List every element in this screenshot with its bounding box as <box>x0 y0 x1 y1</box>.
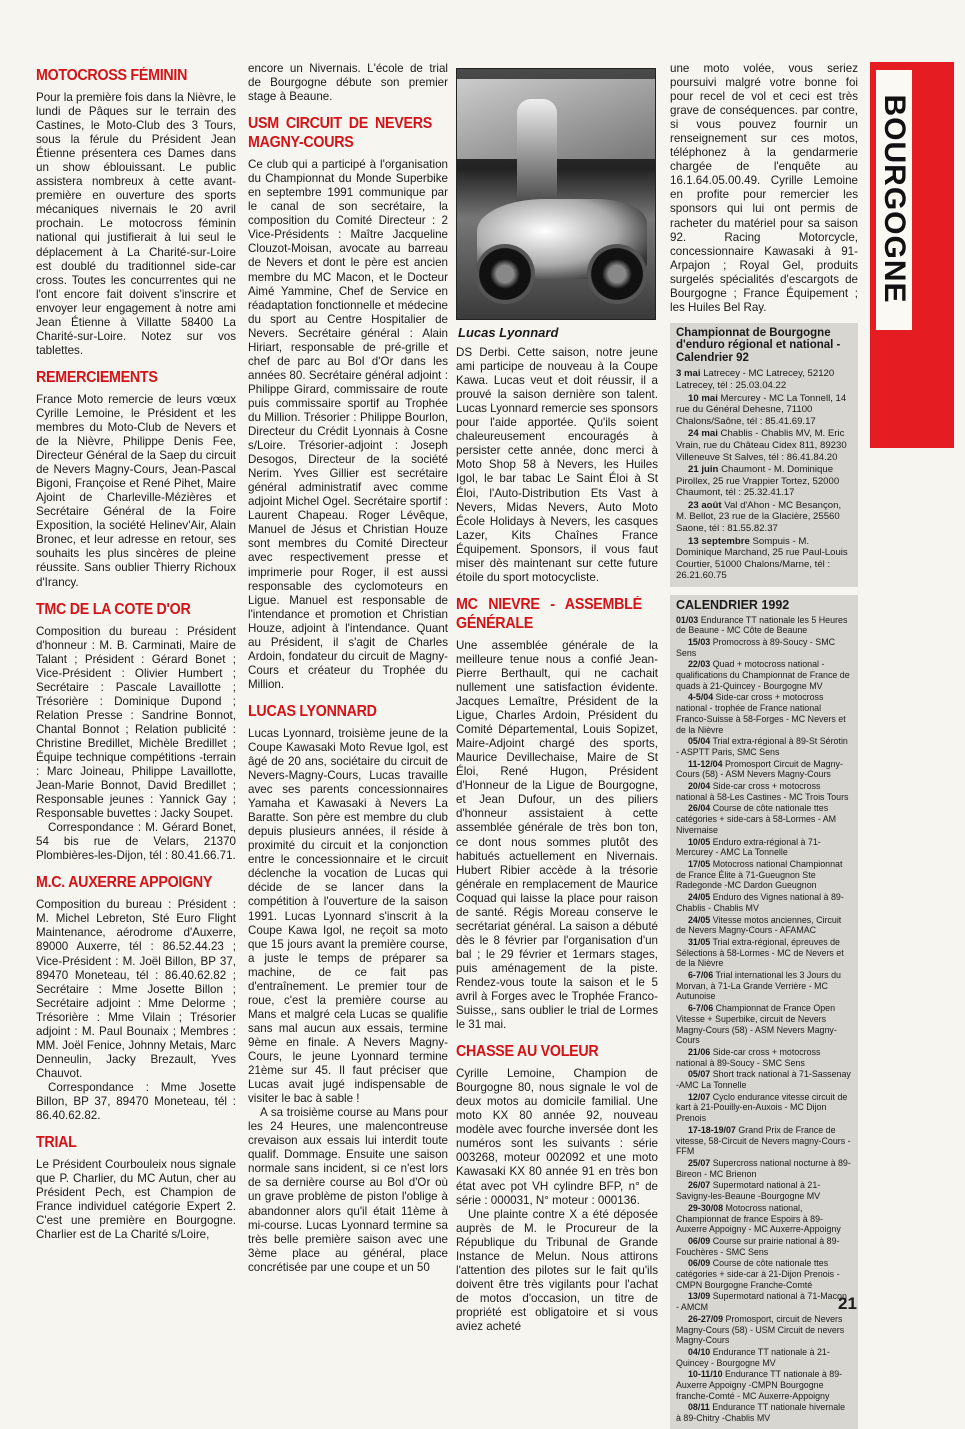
calendar-text: Short track national à 71-Sassenay -AMC La Tonnelle <box>676 1069 851 1091</box>
calendar-1992-box <box>670 595 858 1429</box>
calendar-date: 13 septembre <box>688 535 750 547</box>
article-text: encore un Nivernais. L'école de trial de Bourgogne débute son premier stage à Beaune. <box>248 62 448 104</box>
calendar-date: 26/04 <box>688 803 711 814</box>
calendar-date: 21/06 <box>688 1046 711 1057</box>
calendar-text: Sompuis - M. Dominique Marchand, 25 rue Paul-Louis Courtier, 51000 Chalons/Marne, tél : 26.21.60.75 <box>676 535 848 582</box>
calendar-entry <box>676 803 852 835</box>
article-text: Composition du bureau : Président d'honneur : M. B. Carminati, Maire de Talant ; Président : Gérard Bonet ; Vice-Président : Olivier Humbert ; Secrétaire : Pascale Lavaillotte ; Trésorière : Dominique Dupond ; Relation Presse : Sandrine Bonnot, Chantal Bonnot ; Relation publicité : Christine Bredillet, Michèle Bredillet ; Équipe technique compétitions -terrain : Marc Joineau, Philippe Lavaillotte, Jean-Marie Bonnot, David Bredillet ; Responsable jeunes : Yannick Gay ; Responsable buvettes : Jacky Soupet. <box>36 624 236 821</box>
calendar-text: Chablis - Chablis MV, M. Eric Vrain, rue du Château Cidex 811, 89230 Villeneuve St Salves, tél : 86.41.84.20 <box>676 428 847 463</box>
heading-motocross-feminin: MOTOCROSS FÉMININ <box>36 67 188 84</box>
calendar-date: 31/05 <box>688 936 711 947</box>
calendar-entry <box>676 859 852 891</box>
calendar-date: 04/10 <box>688 1346 711 1357</box>
article-text: Cyrille Lemoine, Champion de Bourgogne 80, nous signale le vol de deux motos au domicile familial. Une moto KX 80 année 92, nouveau modèle avec fourche inversée dont les numéros sont les suivants : série 003268, moteur 002092 et une moto Kawasaki KX 80 année 91 en très bon état avec pot VH cylindre BFP, n° de série : 000031, N° moteur : 000136. <box>456 1067 658 1207</box>
calendar-entry <box>676 970 852 1002</box>
calendar-date: 21 juin <box>688 464 719 476</box>
calendar-text: Enduro extra-régional à 71-Mercurey - AMC La Tonnelle <box>676 836 821 858</box>
calendar-text: Course sur prairie national à 89-Fouchères - SMC Sens <box>676 1235 840 1257</box>
heading-tmc-cote-dor: TMC DE LA COTE D'OR <box>36 600 191 618</box>
calendar-date: 24/05 <box>688 914 711 925</box>
calendar-text: Supercross national nocturne à 89-Bireon - MC Brienon <box>676 1157 851 1179</box>
calendar-date: 6-7/06 <box>688 1003 714 1014</box>
article-text: Correspondance : M. Gérard Bonet, 54 bis rue de Velars, 21370 Plombières-les-Dijon, tél : 80.41.66.71. <box>36 821 236 863</box>
calendar-entry <box>676 1180 852 1201</box>
calendar-date: 05/07 <box>688 1069 711 1080</box>
calendar-entry <box>676 659 852 691</box>
column-4 <box>670 62 858 1429</box>
article-text: A sa troisième course au Mans pour les 24 Heures, une malencontreuse crevaison aux essais lui interdit toute qualif. Dommage. Ensuite une saison normale sans incident, si ce n'est lors de sa dernière course au Bol d'Or où un grave problème de piston l'oblige à abandonner alors qu'il était 11ème à mi-course. Lucas Lyonnard termine sa très belle première saison avec une 3ème place au général, place concrétisée par une coupe et un 50 <box>248 1106 448 1274</box>
calendar-text: Motocross national Championnat de France Élite à 71-Gueugnon Ste Radegonde -MC Dardon Gueugnon <box>676 859 843 891</box>
article-text: Ce club qui a participé à l'organisation du Championnat du Monde Superbike en septembre 1991 communique par le canal de son secrétaire, la composition du Comité Directeur : 2 Vice-Présidents : Maître Jacqueline Clouzot-Moisan, avocate au barreau de Nevers et dont le père est ancien membre du MC Macon, et le Docteur Aimé Yammine, Chef de Service en réadaptation fonctionnelle et médecine du sport au Centre Hospitalier de Nevers. Secrétaire général : Alain Hiriart, responsable de pré-grille et chef de parc au Bol d'Or dans les années 80. Secrétaire général adjoint : Philippe Girard, commissaire de route puis commissaire sportif au Trophée du Million. Trésorier : Philippe Bourlon, Directeur du Crédit Lyonnais à Cosne s/Loire. Trésorier-adjoint : Joseph Desogos, Directeur de la société Nerim. Yves Gillier est secrétaire général administratif avec comme adjoint Michel Ogel. Secrétaire sportif : Laurent Chapeau. Roger Lévêque, Manuel de Jésus et Christian Houze sont membres du Comité Directeur avec respectivement presse et imprimerie pour Roger, il est aussi responsable des cyclomoteurs en Ligue. Manuel est responsable de l'intendance et promotion et Christian Houze, adjoint à l'intendance. Quant au Président, il s'agit de Charles Ardoin, fondateur du circuit de Magny-Cours et créateur du Trophée du Million. <box>248 158 448 691</box>
calendar-text: Course de côte nationale ttes catégories + side-cars à 58-Lormes - AM Nivernaise <box>676 803 837 835</box>
region-label: BOURGOGNE <box>876 70 912 330</box>
article-text: Correspondance : Mme Josette Billon, BP 37, 89470 Moneteau, tél : 86.40.62.82. <box>36 1080 236 1123</box>
calendar-date: 06/09 <box>688 1258 711 1269</box>
calendar-entry <box>676 892 852 913</box>
article-text: France Moto remercie de leurs vœux Cyrille Lemoine, le Président et les membres du Moto-Club de Nevers et de la Nièvre, Philippe Denis Fee, Directeur Général de la Saep du circuit de Nevers Magny-Cours, Jean-Pascal Bigoni, Françoise et René Pihet, Maire Ajoint de Charleville-Mézières et Secrétaire Général de la Foire Exposition, la société Helinev'Air, Alain Bronec, et leur adresse en retour, ses souhaits les plus sincères de pleine réussite. Sans oublier Thierry Richoux d'Irancy. <box>36 392 236 589</box>
calendar-text: Endurance TT nationale les 5 Heures de Beaune - MC Côte de Beaune <box>676 614 848 636</box>
calendar-text: Side-car cross + motocross national à 58-Les Castines - MC Trois Tours <box>676 781 849 802</box>
heading-remerciements: REMERCIEMENTS <box>36 368 158 386</box>
calendar-text: Supermotard national à 71-Macon - AMCM <box>676 1291 847 1313</box>
article-text: Composition du bureau : Président : M. Michel Lebreton, Sté Euro Flight Maintenance, aérodrome d'Auxerre, 89000 Auxerre, tél : 86.52.44.23 ; Vice-Président : M. Joël Billon, BP 37, 89470 Moneteau, tél : 86.40.62.82 ; Secrétaire : Mme Josette Billon ; Secrétaire adjoint : Mme Delorme ; Trésorière : Mme Vilain ; Trésorier adjoint : M. Paul Bounaix ; Membres : MM. Joël Fenice, Johnny Metais, Marc Denneulin, Jacky Brezault, Yves Chauvot. <box>36 898 236 1080</box>
calendar-entry <box>676 428 852 463</box>
calendar-entry <box>676 1402 852 1423</box>
calendar-date: 15/03 <box>688 636 711 647</box>
article-text: une moto volée, vous seriez poursuivi malgré votre bonne foi pour recel de vol et ceci est très grave de conséquences. par contre, si vous pouvez fournir un renseignement sur ces motos, téléphonez à la gendarmerie chargée de l'enquête au 16.1.64.05.00.49. Cyrille Lemoine en profite pour remercier les sponsors qui lui ont permis de racheter du matériel pour sa saison 92. Racing Motorcycle, concessionnaire Kawasaki à 91-Arpajon ; Royal Gel, produits surgelés spécialités d'escargots de Bourgogne ; France Équipement ; les Huiles Bel Ray. <box>670 62 858 314</box>
calendar-entry <box>676 1236 852 1257</box>
calendar-entry <box>676 1258 852 1290</box>
calendar-text: Trial extra-régional, épreuves de Sélections à 58-Lormes - MC de Nevers et de la Nièvre <box>676 936 844 969</box>
calendar-date: 13/09 <box>688 1291 711 1302</box>
article-text: Pour la première fois dans la Nièvre, le lundi de Pâques sur le terrain des Castines, le Moto-Club des 3 Tours, sous la férule du Président Jean Étienne présentera ces Dames dans un show éblouissant. Le public assistera nombreux à cette avant-première en ouverture des sports mécaniques nivernais le 20 avril prochain. Le motocross féminin national qui justifierait à lui seul le déplacement à La Charité-sur-Loire est doublé du traditionnel side-car cross. Toutes les concurrentes qui ne l'ont encore fait doivent s'inscrire et envoyer leur engagement à notre ami Jean Étienne à Villatte 58400 La Charité-sur-Loire. Notez sur vos tablettes. <box>36 91 236 357</box>
article-text: DS Derbi. Cette saison, notre jeune ami participe de nouveau à la Coupe Kawa. Lucas veut et doit réussir, il a prouvé la saison dernière son talent. Lucas Lyonnard remercie ses sponsors pour l'aide apportée. Qu'ils soient chaleureusement encouragés à persister cette année, donc merci à Moto Shop 58 à Nevers, les Huiles Igol, le bar tabac Le Saint Éloi à St Éloi, l'Auto-Distribution Ets Vast à Nevers, Midas Nevers, Auto Moto École Holidays à Nevers, les casques Lazer, Kits Chaînes France Équipement. Sponsors, il vous faut miser dès maintenant sur cette future étoile du sport motocycliste. <box>456 346 658 584</box>
calendar-text: Motocross national, Championnat de france Espoirs à 89-Auxerre Appoigny - MC Auxerre-Appoigny <box>676 1202 841 1235</box>
calendar-date: 26-27/09 <box>688 1313 724 1324</box>
calendar-entry <box>676 937 852 969</box>
calendar-date: 4-5/04 <box>688 692 714 703</box>
heading-trial: TRIAL <box>36 1134 77 1152</box>
calendar-date: 10/05 <box>688 836 711 847</box>
column-2 <box>248 62 448 1275</box>
calendar-entry <box>676 1314 852 1346</box>
box-title: Championnat de Bourgogne d'enduro régional et national -Calendrier 92 <box>676 326 841 364</box>
calendar-text: Promosport, circuit de Nevers Magny-Cours (58) - USM Circuit de nevers Magny-Cours <box>676 1313 845 1346</box>
calendar-entry <box>676 368 852 391</box>
calendar-date: 24 mai <box>688 428 718 440</box>
calendar-text: Supermotard national à 21-Savigny-les-Beaune -Bourgogne MV <box>676 1180 821 1202</box>
article-text: Lucas Lyonnard, troisième jeune de la Coupe Kawasaki Moto Revue Igol, est âgé de 20 ans, sociétaire du circuit de Nevers-Magny-Cours, Lucas travaille avec ses parents concessionnaires Yamaha et Kawasaki à Nevers La Baratte. Son père est membre du club depuis plusieurs années, il réside à proximité du circuit et la conjonction entre le concessionnaire et le circuit déclenche la vocation de Lucas qui décide de se lancer dans la compétition à l'ouverture de la saison 1991. Lucas Lyonnard s'inscrit à la Coupe Kawa Igol, ne reçoit sa moto que 15 jours avant la première course, a juste le temps de préparer sa machine, de ce fait pas d'entraînement. Le premier tour de roue, c'est la première course au Mans et malgré cela Lucas se qualifie sans mal aucun aux essais, termine 9ème en finale. A Nevers Magny-Cours, le jeune Lyonnard termine 21ème sur 45. Il faut préciser que Lucas avait jugé indispensable de visiter le bac à sable ! <box>248 726 448 1106</box>
calendar-text: Endurance TT nationale hivernale à 89-Chitry -Chablis MV <box>676 1402 846 1424</box>
rider-photo <box>456 68 656 320</box>
calendar-entry <box>676 1291 852 1312</box>
heading-lucas-lyonnard: LUCAS LYONNARD <box>248 702 377 720</box>
calendar-date: 17-18-19/07 <box>688 1124 736 1135</box>
calendar-date: 26/07 <box>688 1180 711 1191</box>
photo-caption: Lucas Lyonnard <box>458 325 559 340</box>
calendar-entry <box>676 837 852 858</box>
calendar-text: Side-car cross + motocross national - trophée de France national Franco-Suisse à 58-Forges - MC Nevers et de la Nièvre <box>676 692 846 735</box>
calendar-entry <box>676 615 852 636</box>
heading-mc-nievre: MC NIEVRE - ASSEMBLÉ GÉNÉRALE <box>456 595 642 632</box>
calendar-text: Grand Prix de France de vitesse, 58-Circuit de Nevers magny-Cours - FFM <box>676 1124 851 1157</box>
calendar-date: 29-30/08 <box>688 1202 724 1213</box>
calendar-entry <box>676 1069 852 1090</box>
calendar-entry <box>676 1158 852 1179</box>
calendar-date: 06/09 <box>688 1235 711 1246</box>
calendar-text: Chaumont - M. Dominique Pirollex, 25 rue Vrappier Tortez, 52000 Chaumont, tél : 25.32.41.17 <box>676 464 840 499</box>
calendar-date: 12/07 <box>688 1091 711 1102</box>
calendar-text: Endurance TT nationale à 89-Auxerre Appoigny -CMPN Bourgogne franche-Comté - MC Auxerre-Appoigny <box>676 1369 843 1401</box>
page-number: 21 <box>838 1294 857 1313</box>
heading-chasse-voleur: CHASSE AU VOLEUR <box>456 1043 599 1061</box>
calendar-text: Vitesse motos anciennes, Circuit de Nevers Magny-Cours - AFAMAC <box>676 914 842 936</box>
calendar-date: 01/03 <box>676 614 699 625</box>
calendar-date: 24/05 <box>688 892 711 903</box>
calendar-text: Championnat de France Open Vitesse + Superbike, circuit de Nevers Magny-Cours (58) - ASM Nevers Magny-Cours <box>676 1003 837 1046</box>
calendar-date: 25/07 <box>688 1157 711 1168</box>
calendar-text: Side-car cross + motocross national à 89-Soucy - SMC Sens <box>676 1046 821 1068</box>
article-text: Une assemblée générale de la meilleure tenue nous a confié Jean-Pierre Berthault, qui ne cachait nullement une satisfaction évidente. Jacques Lemaître, Président de la Ligue, Charles Ardoin, Président du Comité Départemental, Louis Sopizet, Maire-Adjoint chargé des sports, Maurice Devillechaise, Maire de St Éloi, René Hugon, Président d'Honneur de la Ligue de Bourgogne, et Jean Dufour, un des piliers d'honneur assistaient à cette assemblée générale de très bon ton, ce dont nous sommes plutôt des habitués actuellement en Nivernais. Hubert Ribier accède à la trésorie générale en remplacement de Maurice Coquad qui laisse la place pour raison de santé. Régis Moreau conserve le secrétariat général. La saison a débuté dès le 8 février par l'organisation d'un bal ; le 29 février et 1ermars stages, puis aménagement de la piste. Rendez-vous toute la saison et le 5 avril à Forges avec le Trophée Franco-Suisse,, sans oublier le trial de Lormes le 31 mai. <box>456 638 658 1032</box>
calendar-text: Trial international les 3 Jours du Morvan, à 71-La Grande Verrière - MC Autunoise <box>676 970 841 1002</box>
calendar-text: Val d'Ahon - MC Besançon, M. Bellot, 23 rue de la Glacière, 25560 Saone, tél : 81.55.82.37 <box>676 499 842 535</box>
calendar-entry <box>676 500 852 535</box>
calendar-date: 11-12/04 <box>688 758 723 769</box>
enduro-calendar-box <box>670 323 858 587</box>
calendar-text: Cyclo endurance vitesse circuit de kart à 21-Pouilly-en-Auxois - MC Dijon Prenois <box>676 1091 848 1124</box>
calendar-date: 10-11/10 <box>688 1369 723 1380</box>
calendar-entry <box>676 536 852 582</box>
calendar-text: Endurance TT nationale à 21-Quincey - Bourgogne MV <box>676 1346 830 1368</box>
column-1 <box>36 62 236 1242</box>
calendar-text: Trial extra-régional à 89-St Sérotin - ASPTT Paris, SMC Sens <box>676 736 848 757</box>
calendar-text: Promocross à 89-Soucy - SMC Sens <box>676 636 836 658</box>
calendar-date: 10 mai <box>688 392 718 404</box>
calendar-date: 17/05 <box>688 859 711 869</box>
calendar-entry <box>676 1347 852 1368</box>
calendar-entry <box>676 1047 852 1068</box>
calendar-text: Latrecey - MC Latrecey, 52120 Latrecey, tél : 25.03.04.22 <box>676 368 835 391</box>
calendar-date: 22/03 <box>688 659 711 670</box>
calendar-entry <box>676 637 852 658</box>
calendar-entry <box>676 759 852 780</box>
article-text: Une plainte contre X a été déposée auprès de M. le Procureur de la République du Tribunal de Grande Instance de Melun. Nous attirons l'attention des pilotes sur le fait qu'ils doivent être très vigilants pour l'achat de motos d'occasion, un titre de propriété est obligatoire et si vous aviez acheté <box>456 1207 658 1333</box>
calendar-entry <box>676 1125 852 1157</box>
calendar-date: 08/11 <box>688 1402 710 1413</box>
calendar-text: Course de côte nationale ttes catégories + side-car à 21-Dijon Prenois - CMPN Bourgogne Franche-Comté <box>676 1258 840 1290</box>
calendar-entry <box>676 464 852 499</box>
calendar-text: Mercurey - MC La Tonnell, 14 rue du Général Dehesne, 71100 Chalons/Saône, tél : 85.41.69.17 <box>676 392 847 427</box>
calendar-entry <box>676 692 852 735</box>
calendar-entry <box>676 1203 852 1235</box>
calendar-text: Enduro des Vignes national à 89-Chablis - Chablis MV <box>676 892 844 913</box>
calendar-date: 6-7/06 <box>688 970 714 981</box>
calendar-entry <box>676 736 852 757</box>
calendar-entry <box>676 393 852 428</box>
column-3 <box>456 62 658 1334</box>
heading-mc-auxerre: M.C. AUXERRE APPOIGNY <box>36 874 213 892</box>
heading-usm-nevers: USM CIRCUIT DE NEVERS MAGNY-COURS <box>248 115 432 152</box>
calendar-date: 20/04 <box>688 781 711 792</box>
calendar-entry <box>676 1092 852 1124</box>
calendar-entry <box>676 1003 852 1046</box>
calendar-date: 05/04 <box>688 736 711 747</box>
calendar-entry <box>676 1369 852 1401</box>
calendar-date: 3 mai <box>676 368 701 380</box>
calendar-entry <box>676 915 852 936</box>
calendar-entry <box>676 781 852 802</box>
article-text: Le Président Courbouleix nous signale que P. Charlier, du MC Autun, cher au Président Pech, est Champion de France individuel catégorie Expert 2. C'est une première en Bourgogne. Charlier est de La Charité s/Loire, <box>36 1158 236 1242</box>
calendar-text: Quad + motocross national - qualifications du Championnat de France de quads à 21-Quincey - Bourgogne MV <box>676 659 850 691</box>
calendar-date: 23 août <box>688 499 722 511</box>
box-title: CALENDRIER 1992 <box>676 598 790 613</box>
calendar-text: Promosport Circuit de Magny-Cours (58) - ASM Nevers Magny-Cours <box>676 758 843 780</box>
